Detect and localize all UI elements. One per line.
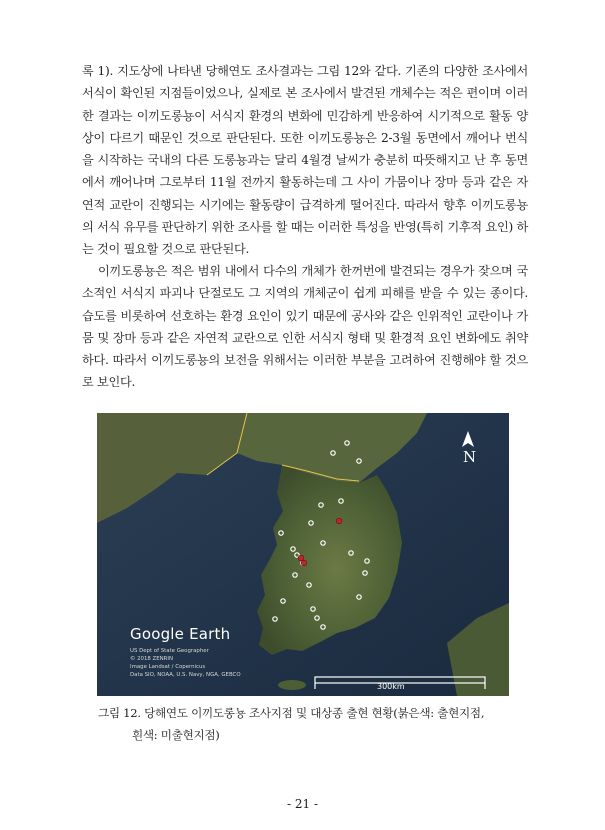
jeju-island [278,680,306,690]
scale-label: 300km [377,682,405,691]
body-paragraph-2: 이끼도롱뇽은 적은 범위 내에서 다수의 개체가 한꺼번에 발견되는 경우가 잦으며 국소적인 서식지 파괴나 단절로도 그 지역의 개체군이 쉽게 피해를 받을 수 있는 종이다. 습도를 비롯하여 선호하는 환경 요인이 있기 때문에 공사와 같은 인위적인 교란이나 가뭄 및 장마 등과 같은 자연적 교란으로 인한 서식지 형태 및 환경적 요인 변화에도 취약하다. 따라서 이끼도롱뇽의 보전을 위해서는 이러한 부분을 고려하여 진행해야 할 것으로 보인다. [82,264,528,390]
credit-line: Image Landsat / Copernicus [130,664,206,670]
google-earth-logo: Google Earth [130,625,231,643]
credit-line: US Dept of State Geographer [130,648,209,654]
north-arrow-icon [461,431,475,449]
north-arrow [461,431,475,467]
credit-line: © 2018 ZENRIN [130,656,174,662]
north-label: N [463,448,477,466]
body-paragraph-1: 록 1). 지도상에 나타낸 당해연도 조사결과는 그림 12와 같다. 기존의 다양한 조사에서 서식이 확인된 지점들이었으나, 실제로 본 조사에서 발견된 개체수는 적은 편이며 이러한 결과는 이끼도롱뇽이 서식지 환경의 변화에 민감하게 반응하여 시기적으로 활동 양상이 다르기 때문인 것으로 판단된다. 또한 이끼도롱뇽은 2-3월 동면에서 깨어나 번식을 시작하는 국내의 다른 도롱뇽과는 달리 4월경 날씨가 충분히 따뜻해지고 난 후 동면에서 깨어나며 그로부터 11월 전까지 활동하는데 그 사이 가뭄이나 장마 등과 같은 자연적 교란이 진행되는 시기에는 활동량이 급격하게 떨어진다. 따라서 향후 이끼도롱뇽의 서식 유무를 판단하기 위한 조사를 할 때는 이러한 특성을 반영(특히 기후적 요인) 하는 것이 필요할 것으로 판단된다. [82,64,528,257]
figure-map [97,413,509,696]
credit-line: Data SIO, NOAA, U.S. Navy, NGA, GEBCO [130,672,241,678]
figure-caption-line-1: 그림 12. 당해연도 이끼도롱뇽 조사지점 및 대상종 출현 현황(붉은색: 출현지점, [98,706,485,720]
figure-caption-line-2: 흰색: 미출현지점) [132,728,220,742]
page-number: - 21 - [286,797,318,811]
